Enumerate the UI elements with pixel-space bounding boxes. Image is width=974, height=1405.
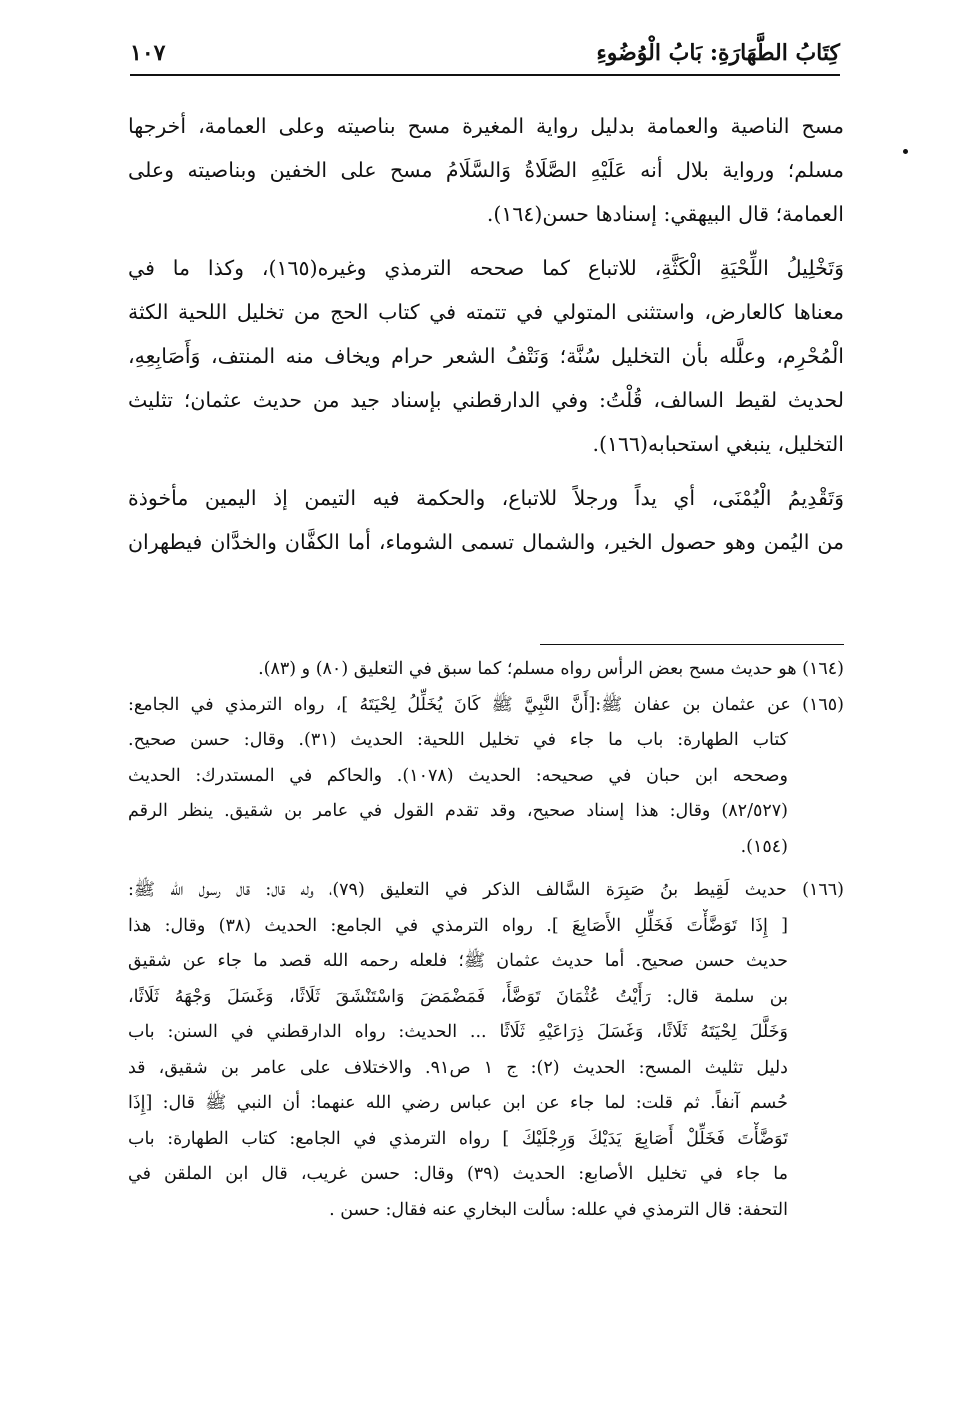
footnotes [128,652,844,1228]
main-text [128,104,844,564]
main-line: وَتَقْدِيمُ الْيُمْنَى، أي يداً ورجلاً للاتباع، والحكمة فيه التيمن إذ اليمين مأخوذة [128,486,844,510]
footnote-166-line: (١٦٦) حديث لَقِيط بنُ صَبِرَة السَّالف الذكر في التعليق (٧٩)، وله قال: قال رسول الله ﷺ: [128,880,844,900]
footnote-166-line: [ إِذَا تَوَضَّأْتَ فَخَلِّلِ الأَصَابِعَ ]. رواه الترمذي في الجامع: الحديث (٣٨) وقال: هذا [128,915,788,936]
footnote-separator [540,644,844,645]
main-line: مسح الناصية والعمامة بدليل رواية المغيرة مسح بناصيته وعلى العمامة، أخرجها [128,114,844,138]
running-header [130,40,840,76]
main-line: لحديث لقيط السالف، قُلْتُ: وفي الدارقطني بإسناد جيد من حديث عثمان؛ تثليث [128,388,844,412]
footnote-166-line: وَخَلَّلَ لِحْيَتَهُ ثَلَاثًا، وَغَسَلَ ذِرَاعَيْهِ ثَلَاثًا ... الحديث: رواه الدارقطني في السنن: باب [128,1022,788,1042]
main-line: من اليُمن وهو حصول الخير، والشمال تسمى الشوماء، أما الكفَّان والخدَّان فيطهران [128,530,844,554]
footnote-166-line: حديث حسن صحيح. أما حديث عثمان ﷺ؛ فلعله رحمه الله قصد ما جاء عن شقيق [128,951,788,971]
main-line: معناها كالعارض، واستثنى المتولي في تتمته في كتاب الحج من تخليل اللحية الكثة [128,300,844,324]
footnote-166-line: تَوَضَّأْتَ فَخَلِّلْ أَصَابِعَ يَدَيْكَ وَرِجْلَيْكَ ] رواه الترمذي في الجامع: كتاب الطهارة: باب [128,1128,788,1149]
footnote-166-line: ما جاء في تخليل الأصابع: الحديث (٣٩) وقال: حسن غريب، قال ابن الملقن في [128,1164,788,1184]
footnote-166-line: دليل تثليث المسح: الحديث (٢): ج ١ ص٩١. والاختلاف على عامر بن شقيق، قد [128,1057,788,1078]
footnote-165-line: كتاب الطهارة: باب ما جاء في تخليل اللحية: الحديث (٣١). وقال: حسن صحيح. [128,730,788,750]
page-number: ١٠٧ [130,40,166,66]
main-line: العمامة؛ قال البيهقي: إسنادها حسن(١٦٤). [486,202,844,226]
footnote-164: (١٦٤) هو حديث مسح بعض الرأس رواه مسلم؛ كما سبق في التعليق (٨٠) و (٨٣). [258,659,844,679]
main-line: وَتَخْلِيلُ اللِّحْيَةِ الْكَثَّةِ، للاتباع كما صححه الترمذي وغيره(١٦٥)، وكذا ما في [128,256,844,280]
main-line: مسلم؛ ورواية بلال أنه عَلَيْهِ الصَّلَاةُ وَالسَّلَامُ مسح على الخفين وبناصيته وعلى [128,158,844,182]
footnote-165-line: (٨٢/٥٢٧) وقال: هذا إسناد صحيح، وقد تقدم القول في عامر بن شقيق. ينظر الرقم [128,801,788,821]
margin-dot [903,149,908,154]
footnote-165-line: وصححه ابن حبان في صحيحه: الحديث (١٠٧٨). والحاكم في المستدرك: الحديث [128,765,788,786]
footnote-166-line: بن سلمة قال: رَأَيْتُ عُثْمَانَ تَوَضَّأَ، فَمَضْمَضَ وَاسْتَنْشَقَ ثَلَاثًا، وَغَسَلَ وَجْهَهُ ثَلَاثًا، [128,986,788,1007]
footnote-165-line: (١٦٥) عن عثمان بن عفان ﷺ:[أَنَّ النَّبِيَّ ﷺ كَانَ يُخَلِّلُ لِحْيَتَهُ ]، رواه الترمذي في الجامع: [128,694,844,715]
footnote-165-line: (١٥٤). [740,836,788,857]
main-line: الْمُحْرِم، وعلَّله بأن التخليل سُنَّة؛ وَنَتْفُ الشعر حرام ويخاف منه المنتف، وَأَصَابِعِهِ، [128,344,844,368]
footnote-166-line: التحفة: قال الترمذي في علله: سألت البخاري عنه فقال: حسن . [329,1199,788,1220]
footnote-166-line: حُسم آنفاً. ثم قلت: لما جاء عن ابن عباس رضي الله عنهما: أن النبي ﷺ قال: [إِذَا [128,1093,788,1113]
main-line: التخليل، ينبغي استحبابه(١٦٦). [592,432,844,456]
chapter-title: كِتَابُ الطَّهَارَةِ: بَابُ الْوُضُوءِ [596,40,840,66]
